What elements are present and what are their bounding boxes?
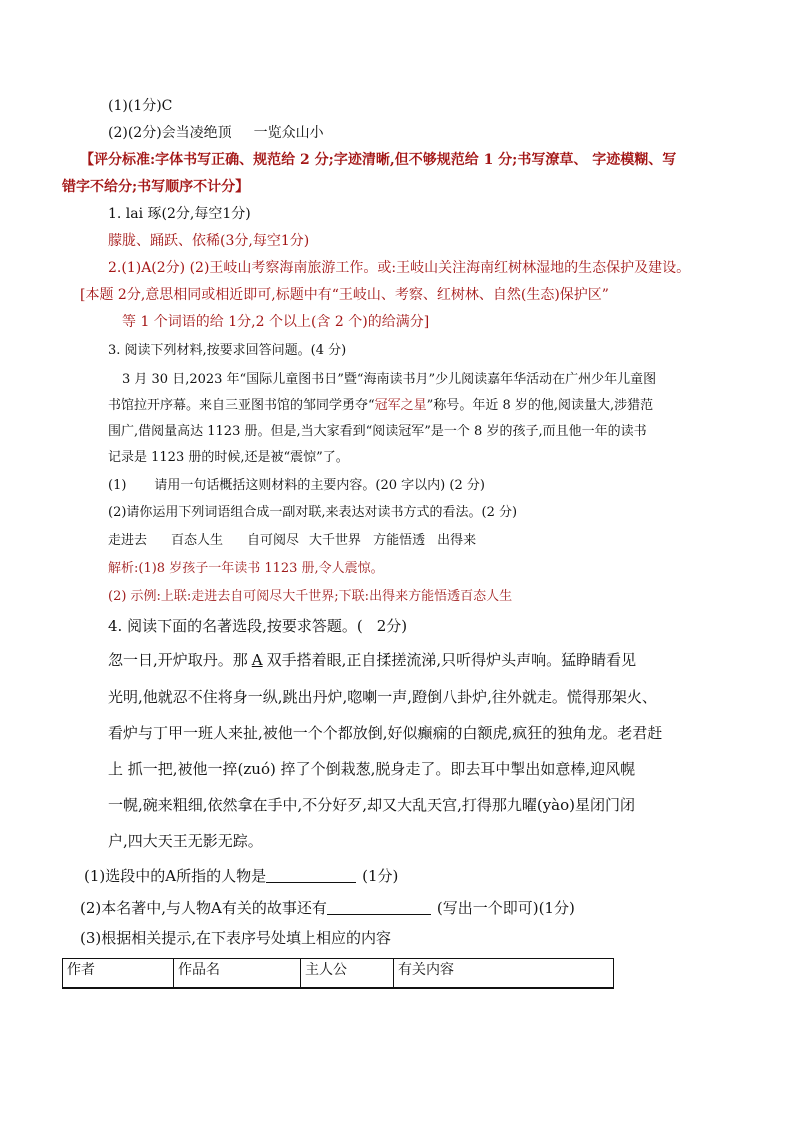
heading-text: 4. 阅读下面的名著选段,按要求答题。(: [108, 617, 363, 635]
question-3-example: (2) 示例:上联:走进去自可阅尽大千世界;下联:出得来方能悟透百态人生: [108, 589, 513, 604]
question-3-word-list: [108, 533, 476, 550]
question-3-heading: 3. 阅读下列材料,按要求回答问题。(4 分): [108, 343, 347, 358]
question-4-sub3: (3)根据相关提示,在下表序号处填上相应的内容: [80, 929, 392, 947]
question-3-material-line3: 围广,借阅量高达 1123 册。但是,当大家看到“阅读冠军”是一个 8 岁的孩子,而且他一年的读书: [108, 424, 647, 439]
passage-line2: 光明,他就忍不住将身一纵,跳出丹炉,唿喇一声,蹬倒八卦炉,往外就走。慌得那架火、: [108, 688, 657, 706]
material-text: ”称号。年近 8 岁的他,阅读量大,涉猎范: [426, 398, 654, 413]
passage-line4: 上 抓一把,被他一捽(zuó) 捽了个倒栽葱,脱身走了。即去耳中掣出如意棒,迎风幌: [108, 760, 636, 778]
word-item: 走进去: [108, 533, 148, 548]
fill-in-table: [62, 958, 614, 989]
passage-line5: 一幌,碗来粗细,依然拿在手中,不分好歹,却又大乱天宫,打得那九曜(yào)星闭门闭: [108, 796, 635, 814]
question-3-material-line4: 记录是 1123 册的时候,还是被“震惊”了。: [108, 450, 349, 465]
question-3-sub2: (2)请你运用下列词语组合成一副对联,来表达对读书方式的看法。(2 分): [108, 505, 518, 520]
word-item: 自可阅尽: [247, 533, 300, 548]
question-3-sub1: [108, 478, 485, 495]
sub-question-score: (写出一个即可)(1分): [436, 899, 575, 917]
question-4-sub1: [84, 867, 398, 887]
word-item: 出得来: [437, 533, 477, 548]
word-item: 大千世界: [309, 533, 362, 548]
heading-score: 2分): [376, 617, 408, 635]
answer-q1-1: (1)(1分)C: [108, 98, 173, 114]
answer-blank-2[interactable]: [327, 900, 431, 915]
table-header-work: 作品名: [174, 959, 301, 989]
sub-question-score: (1分): [362, 867, 399, 885]
answer-q1-2-prefix: (2)(2分)会当凌绝顶: [108, 125, 232, 141]
table-header-row: [63, 959, 614, 989]
table-header-author: 作者: [63, 959, 174, 989]
answer-2-note1: [本题 2分,意思相同或相近即可,标题中有“王岐山、考察、红树林、自然(生态)保护区”: [80, 287, 609, 303]
sub-question-text: (1)选段中的A所指的人物是: [84, 867, 267, 885]
passage-line1: [108, 651, 636, 671]
question-3-material-line2: [108, 398, 653, 415]
question-4-heading: [108, 617, 407, 637]
passage-line3: 看炉与丁甲一班人来扯,被他一个个都放倒,好似癫痫的白额虎,疯狂的独角龙。老君赶: [108, 724, 663, 742]
answer-1-words: 朦胧、踊跃、依稀(3分,每空1分): [108, 233, 310, 249]
answer-blank-1[interactable]: [266, 868, 356, 883]
word-item: 百态人生: [171, 533, 224, 548]
sub-question-text: (2)本名著中,与人物A有关的故事还有: [80, 899, 327, 917]
answer-2: 2.(1)A(2分) (2)王岐山考察海南旅游工作。或:王岐山关注海南红树林湿地的生态保护及建设。: [108, 260, 691, 276]
answer-q1-2-suffix: 一览众山小: [253, 125, 324, 141]
question-3-analysis: 解析:(1)8 岁孩子一年读书 1123 册,令人震惊。: [108, 561, 384, 576]
answer-q1-2: [108, 124, 324, 142]
character-marker-a: A: [251, 651, 263, 669]
sub-question-text: 请用一句话概括这则材料的主要内容。(20 字以内) (2 分): [154, 478, 485, 493]
passage-line6: 户,四大天王无影无踪。: [108, 832, 263, 850]
sub-question-number: (1): [108, 478, 127, 493]
answer-1: 1. lai 琢(2分,每空1分): [108, 206, 251, 222]
answer-2-note2: 等 1 个词语的给 1分,2 个以上(含 2 个)的给满分]: [122, 314, 430, 330]
material-text: 书馆拉开序幕。来自三亚图书馆的邹同学勇夺“: [108, 398, 375, 413]
table-header-protagonist: 主人公: [301, 959, 394, 989]
question-4-sub2: [80, 899, 575, 919]
table-header-content: 有关内容: [394, 959, 614, 989]
highlighted-title: 冠军之星: [374, 398, 427, 413]
word-item: 方能悟透: [373, 533, 426, 548]
scoring-criteria-line1: 【评分标准:字体书写正确、规范给 2 分;字迹清晰,但不够规范给 1 分;书写潦草、 字迹模糊、写: [80, 152, 677, 168]
scoring-criteria-line2: 错字不给分;书写顺序不计分】: [62, 179, 250, 195]
passage-text: 忽一日,开炉取丹。那: [108, 651, 248, 669]
question-3-material-line1: 3 月 30 日,2023 年“国际儿童图书日”暨“海南读书月”少儿阅读嘉年华活动在广州少年儿童图: [122, 372, 657, 387]
passage-text: 双手搭着眼,正自揉搓流涕,只听得炉头声响。猛睁睛看见: [266, 651, 637, 669]
